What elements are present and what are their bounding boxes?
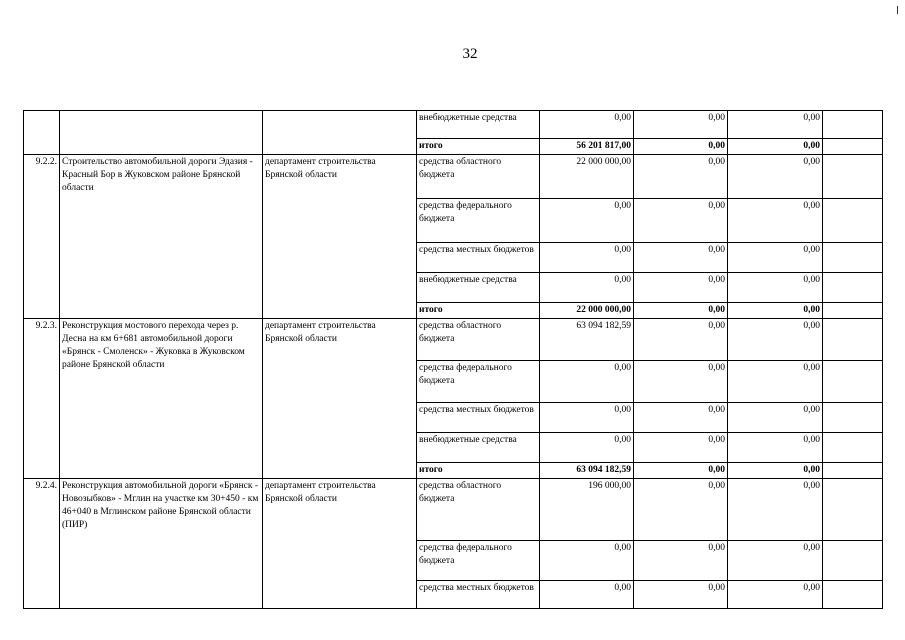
item-name: Реконструкция мостового перехода через р. Десна на км 6+681 автомобильной дороги «Брянск - Смоленск» - Жуковка в Жуковском районе Брянской области: [60, 319, 263, 479]
amount-col-2: 0,00: [634, 139, 728, 155]
name-cell: [60, 111, 263, 155]
amount-col-1: 0,00: [540, 273, 634, 303]
empty-cell: [823, 541, 883, 581]
amount-col-3: 0,00: [728, 403, 823, 433]
funding-source: средства федерального бюджета: [417, 541, 540, 581]
amount-col-2: 0,00: [634, 463, 728, 479]
funding-source: средства областного бюджета: [417, 479, 540, 541]
empty-cell: [823, 581, 883, 609]
amount-col-2: 0,00: [634, 273, 728, 303]
funding-source: итого: [417, 303, 540, 319]
amount-col-2: 0,00: [634, 303, 728, 319]
item-code: 9.2.4.: [24, 479, 60, 609]
empty-cell: [823, 273, 883, 303]
funding-source: средства федерального бюджета: [417, 199, 540, 243]
amount-col-1: 63 094 182,59: [540, 319, 634, 361]
amount-col-3: 0,00: [728, 433, 823, 463]
amount-col-3: 0,00: [728, 243, 823, 273]
funding-source: средства местных бюджетов: [417, 403, 540, 433]
amount-col-3: 0,00: [728, 463, 823, 479]
code-cell: [24, 111, 60, 155]
amount-col-2: 0,00: [634, 541, 728, 581]
executor-cell: [263, 111, 417, 155]
amount-col-3: 0,00: [728, 155, 823, 199]
amount-col-1: 0,00: [540, 199, 634, 243]
page-number: 32: [462, 46, 478, 62]
table-row: [24, 111, 883, 139]
empty-cell: [823, 463, 883, 479]
empty-cell: [823, 319, 883, 361]
amount-col-1: 22 000 000,00: [540, 155, 634, 199]
item-executor: департамент строительства Брянской области: [263, 319, 417, 479]
item-executor: департамент строительства Брянской области: [263, 155, 417, 319]
amount-col-3: 0,00: [728, 319, 823, 361]
empty-cell: [823, 199, 883, 243]
amount-col-3: 0,00: [728, 581, 823, 609]
item-name: Реконструкция автомобильной дороги «Брянск - Новозыбков» - Мглин на участке км 30+450 - км 46+040 в Мглинском районе Брянской области (ПИР): [60, 479, 263, 609]
amount-col-2: 0,00: [634, 155, 728, 199]
amount-col-2: 0,00: [634, 479, 728, 541]
empty-cell: [823, 111, 883, 139]
amount-col-3: 0,00: [728, 139, 823, 155]
funding-source: средства областного бюджета: [417, 319, 540, 361]
item-executor: департамент строительства Брянской области: [263, 479, 417, 609]
amount-col-2: 0,00: [634, 199, 728, 243]
empty-cell: [823, 479, 883, 541]
amount-col-3: 0,00: [728, 479, 823, 541]
amount-col-1: 0,00: [540, 581, 634, 609]
empty-cell: [823, 155, 883, 199]
funding-source: внебюджетные средства: [417, 111, 540, 139]
item-code: 9.2.3.: [24, 319, 60, 479]
item-code: 9.2.2.: [24, 155, 60, 319]
funding-source: итого: [417, 463, 540, 479]
empty-cell: [823, 361, 883, 403]
amount-col-1: 0,00: [540, 433, 634, 463]
amount-col-2: 0,00: [634, 361, 728, 403]
amount-col-2: 0,00: [634, 581, 728, 609]
funding-source: средства местных бюджетов: [417, 243, 540, 273]
amount-col-2: 0,00: [634, 319, 728, 361]
budget-table: [23, 110, 883, 609]
item-name: Строительство автомобильной дороги Эдазия - Красный Бор в Жуковском районе Брянской области: [60, 155, 263, 319]
funding-source: итого: [417, 139, 540, 155]
amount-col-1: 0,00: [540, 403, 634, 433]
table-row: [24, 319, 883, 361]
empty-cell: [823, 139, 883, 155]
amount-col-2: 0,00: [634, 403, 728, 433]
funding-source: средства местных бюджетов: [417, 581, 540, 609]
amount-col-1: 0,00: [540, 541, 634, 581]
amount-col-3: 0,00: [728, 361, 823, 403]
amount-col-2: 0,00: [634, 111, 728, 139]
amount-col-3: 0,00: [728, 273, 823, 303]
funding-source: внебюджетные средства: [417, 273, 540, 303]
amount-col-2: 0,00: [634, 243, 728, 273]
amount-col-1: 22 000 000,00: [540, 303, 634, 319]
amount-col-2: 0,00: [634, 433, 728, 463]
edge-mark: [897, 6, 898, 14]
funding-source: внебюджетные средства: [417, 433, 540, 463]
amount-col-1: 63 094 182,59: [540, 463, 634, 479]
funding-source: средства федерального бюджета: [417, 361, 540, 403]
amount-col-3: 0,00: [728, 303, 823, 319]
amount-col-1: 0,00: [540, 243, 634, 273]
amount-col-3: 0,00: [728, 541, 823, 581]
amount-col-3: 0,00: [728, 111, 823, 139]
empty-cell: [823, 403, 883, 433]
funding-source: средства областного бюджета: [417, 155, 540, 199]
amount-col-1: 0,00: [540, 361, 634, 403]
amount-col-1: 196 000,00: [540, 479, 634, 541]
amount-col-1: 56 201 817,00: [540, 139, 634, 155]
amount-col-1: 0,00: [540, 111, 634, 139]
empty-cell: [823, 303, 883, 319]
empty-cell: [823, 243, 883, 273]
empty-cell: [823, 433, 883, 463]
table-row: [24, 155, 883, 199]
table-row: [24, 479, 883, 541]
amount-col-3: 0,00: [728, 199, 823, 243]
